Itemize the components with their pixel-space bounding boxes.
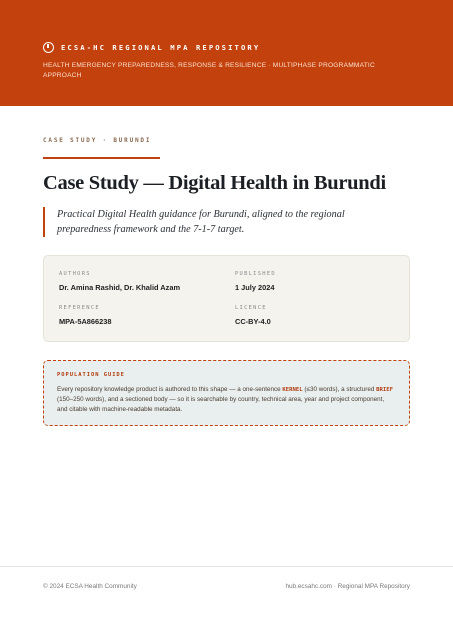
- meta-reference: [59, 305, 111, 326]
- eyebrow-label: CASE STUDY · BURUNDI: [43, 137, 152, 144]
- meta-value: MPA-5A866238: [59, 317, 112, 326]
- meta-value: 1 July 2024: [235, 283, 275, 292]
- accent-rule: [43, 157, 160, 159]
- meta-label: PUBLISHED: [235, 271, 276, 277]
- footer-site-link[interactable]: hub.ecsahc.com · Regional MPA Repository: [285, 583, 410, 590]
- keyword-brief: BRIEF: [376, 387, 393, 393]
- meta-published: [235, 271, 276, 292]
- power-icon: [43, 42, 54, 53]
- metadata-card: [43, 255, 410, 342]
- guide-text-part: (150–250 words), and a sectioned body — so it is searchable by country, technical area, year and project component, and citable with machine-readable metadata.: [57, 396, 385, 413]
- footer-divider: [0, 566, 453, 567]
- meta-label: AUTHORS: [59, 271, 91, 277]
- footer-copyright: © 2024 ECSA Health Community: [43, 583, 137, 590]
- brand[interactable]: [43, 42, 260, 53]
- header-subtitle: HEALTH EMERGENCY PREPAREDNESS, RESPONSE & RESILIENCE · MULTIPHASE PROGRAMMATIC APPROACH: [43, 62, 375, 79]
- meta-label: LICENCE: [235, 305, 267, 311]
- meta-value: Dr. Amina Rashid, Dr. Khalid Azam: [59, 283, 181, 292]
- population-guide: [43, 360, 410, 426]
- meta-licence: [235, 305, 271, 326]
- meta-authors: [59, 271, 180, 292]
- guide-text-part: (≤30 words), a structured: [302, 386, 377, 393]
- guide-text-part: Every repository knowledge product is authored to this shape — a one-sentence: [57, 386, 283, 393]
- page-title: Case Study — Digital Health in Burundi: [43, 172, 386, 194]
- header-banner: [0, 0, 453, 106]
- guide-text: [57, 385, 396, 415]
- keyword-kernel: KERNEL: [282, 387, 303, 393]
- lede-quote: Practical Digital Health guidance for Burundi, aligned to the regional preparedness framework and the 7-1-7 target.: [43, 207, 373, 237]
- guide-heading: POPULATION GUIDE: [57, 372, 125, 378]
- brand-name: ECSA-HC REGIONAL MPA REPOSITORY: [61, 43, 261, 52]
- meta-label: REFERENCE: [59, 305, 100, 311]
- meta-value: CC-BY-4.0: [235, 317, 271, 326]
